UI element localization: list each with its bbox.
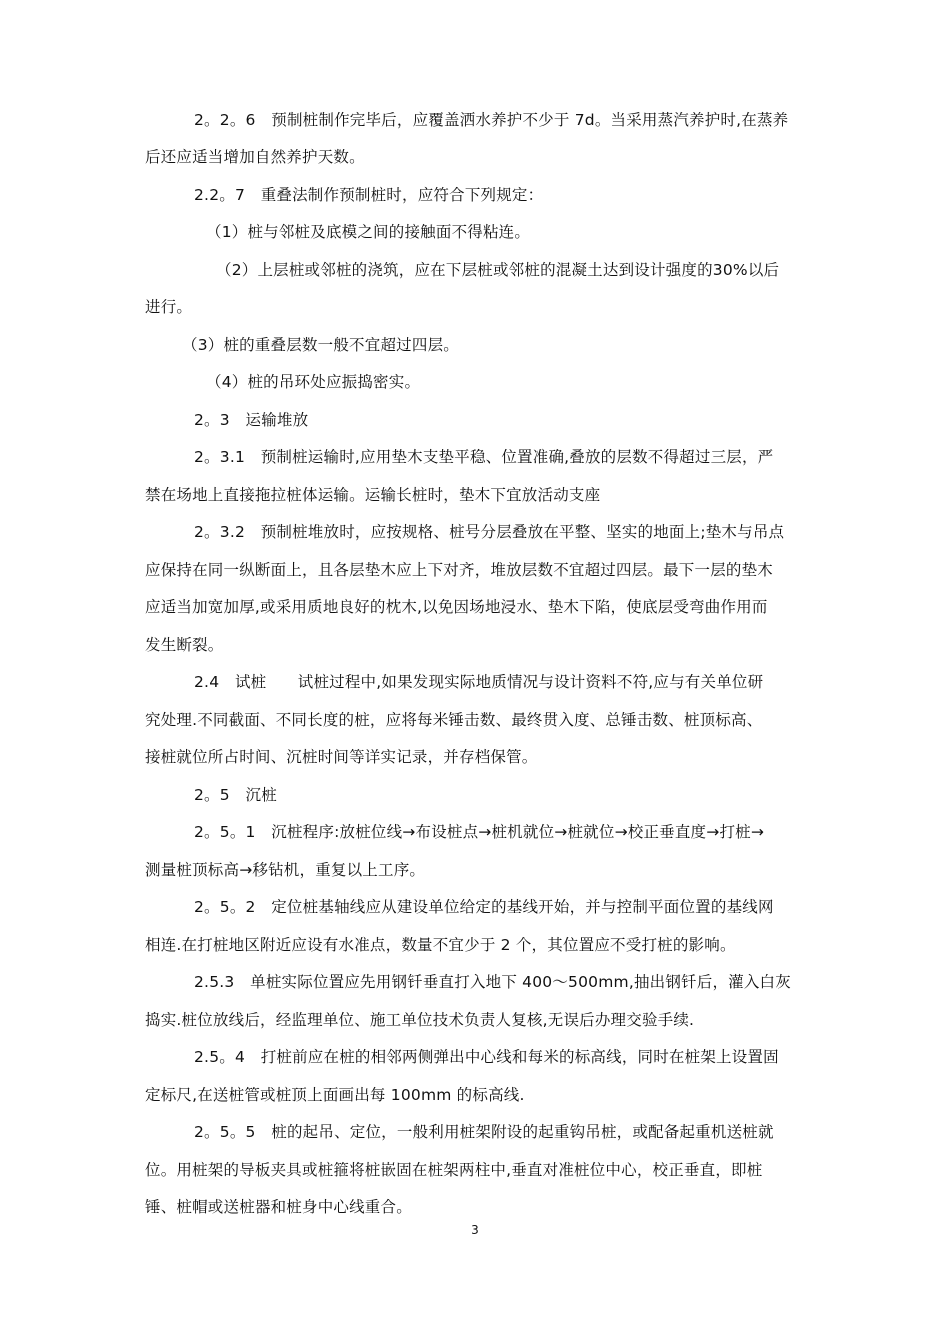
text-line: 相连.在打桩地区附近应设有水准点，数量不宜少于 2 个，其位置应不受打桩的影响。 [145, 936, 736, 954]
text-line: 应适当加宽加厚,或采用质地良好的枕木,以免因场地浸水、垫木下陷，使底层受弯曲作用而 [145, 598, 768, 616]
text-line: 进行。 [145, 298, 193, 316]
text-line: （1）桩与邻桩及底模之间的接触面不得粘连。 [206, 223, 531, 241]
text-line: 2.4 试桩 试桩过程中,如果发现实际地质情况与设计资料不符,应与有关单位研 [194, 673, 764, 691]
text-line: 发生断裂。 [145, 636, 224, 654]
text-line: 接桩就位所占时间、沉桩时间等详实记录，并存档保管。 [145, 748, 538, 766]
text-line: 位。用桩架的导板夹具或桩箍将桩嵌固在桩架两柱中,垂直对准桩位中心，校正垂直，即桩 [145, 1161, 763, 1179]
text-line: 2。3.2 预制桩堆放时，应按规格、桩号分层叠放在平整、坚实的地面上;垫木与吊点 [194, 523, 785, 541]
text-line: 2。5。1 沉桩程序:放桩位线→布设桩点→桩机就位→桩就位→校正垂直度→打桩→ [194, 823, 765, 841]
text-line: 2。2。6 预制桩制作完毕后，应覆盖洒水养护不少于 7d。当采用蒸汽养护时,在蒸养 [194, 111, 789, 129]
text-line: 2。3.1 预制桩运输时,应用垫木支垫平稳、位置准确,叠放的层数不得超过三层，严 [194, 448, 774, 466]
text-line: 2.5。4 打桩前应在桩的相邻两侧弹出中心线和每米的标高线，同时在桩架上设置固 [194, 1048, 779, 1066]
text-line: 2。5。5 桩的起吊、定位，一般利用桩架附设的起重钩吊桩，或配备起重机送桩就 [194, 1123, 774, 1141]
text-line: 2.2。7 重叠法制作预制桩时，应符合下列规定： [194, 186, 544, 204]
text-line: （4）桩的吊环处应振捣密实。 [206, 373, 421, 391]
section-heading: 2。5 沉桩 [194, 786, 277, 804]
text-line: 2。5。2 定位桩基轴线应从建设单位给定的基线开始，并与控制平面位置的基线网 [194, 898, 774, 916]
text-line: 禁在场地上直接拖拉桩体运输。运输长桩时，垫木下宜放活动支座 [145, 486, 601, 504]
page-number: 3 [471, 1223, 479, 1237]
text-line: 测量桩顶标高→移钻机，重复以上工序。 [145, 861, 426, 879]
text-line: 2.5.3 单桩实际位置应先用钢钎垂直打入地下 400～500mm,抽出钢钎后，灌入白灰 [194, 973, 791, 991]
text-line: 定标尺,在送桩管或桩顶上面画出每 100mm 的标高线. [145, 1086, 525, 1104]
text-line: （3）桩的重叠层数一般不宜超过四层。 [182, 336, 459, 354]
text-line: （2）上层桩或邻桩的浇筑，应在下层桩或邻桩的混凝土达到设计强度的30%以后 [216, 261, 780, 279]
text-line: 应保持在同一纵断面上，且各层垫木应上下对齐，堆放层数不宜超过四层。最下一层的垫木 [145, 561, 774, 579]
text-line: 究处理.不同截面、不同长度的桩，应将每米锤击数、最终贯入度、总锤击数、桩顶标高、 [145, 711, 763, 729]
section-heading: 2。3 运输堆放 [194, 411, 309, 429]
text-line: 锤、桩帽或送桩器和桩身中心线重合。 [145, 1198, 412, 1216]
text-line: 后还应适当增加自然养护天数。 [145, 148, 365, 166]
text-line: 捣实.桩位放线后，经监理单位、施工单位技术负责人复核,无误后办理交验手续. [145, 1011, 695, 1029]
